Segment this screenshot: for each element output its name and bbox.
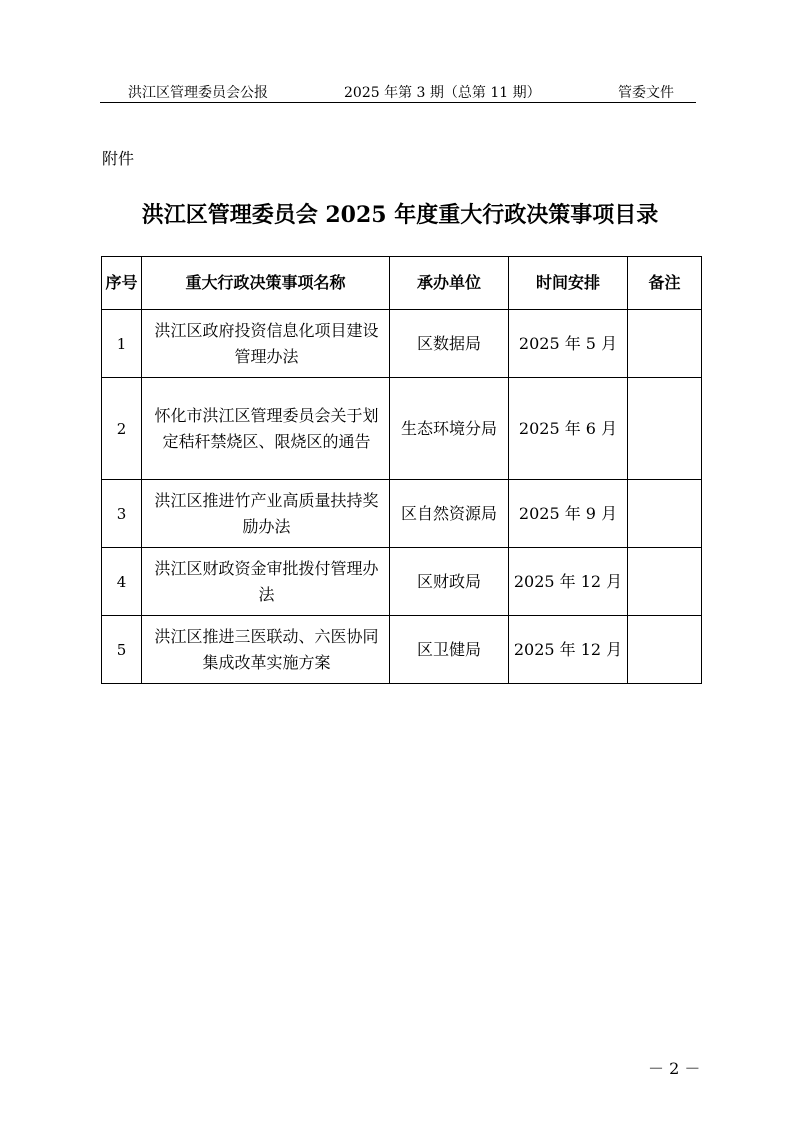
cell-item-name: 怀化市洪江区管理委员会关于划定秸秆禁烧区、限烧区的通告: [142, 378, 390, 480]
cell-schedule: 2025 年 9 月: [509, 480, 628, 548]
header-publication: 洪江区管理委员会公报: [128, 85, 268, 101]
cell-serial: 2: [102, 378, 142, 480]
decision-table: [101, 256, 702, 684]
cell-unit: 区卫健局: [390, 616, 509, 684]
cell-remarks: [628, 310, 702, 378]
cell-schedule: 2025 年 6 月: [509, 378, 628, 480]
cell-remarks: [628, 616, 702, 684]
header-issue: 2025 年第 3 期（总第 11 期）: [344, 85, 541, 101]
cell-serial: 5: [102, 616, 142, 684]
cell-unit: 区数据局: [390, 310, 509, 378]
cell-serial: 4: [102, 548, 142, 616]
cell-unit: 区自然资源局: [390, 480, 509, 548]
table-row: [102, 310, 702, 378]
header-section: 管委文件: [618, 85, 674, 101]
attachment-label: 附件: [102, 149, 135, 168]
cell-item-name: 洪江区推进三医联动、六医协同集成改革实施方案: [142, 616, 390, 684]
header-item-name: 重大行政决策事项名称: [142, 257, 390, 310]
cell-remarks: [628, 548, 702, 616]
cell-item-name: 洪江区政府投资信息化项目建设管理办法: [142, 310, 390, 378]
table-row: [102, 480, 702, 548]
header-unit: 承办单位: [390, 257, 509, 310]
page-number: － 2 －: [648, 1059, 701, 1078]
cell-remarks: [628, 378, 702, 480]
cell-schedule: 2025 年 12 月: [509, 616, 628, 684]
table-row: [102, 378, 702, 480]
cell-schedule: 2025 年 5 月: [509, 310, 628, 378]
cell-unit: 生态环境分局: [390, 378, 509, 480]
cell-serial: 3: [102, 480, 142, 548]
table-header-row: [102, 257, 702, 310]
cell-item-name: 洪江区财政资金审批拨付管理办法: [142, 548, 390, 616]
page-header: [100, 80, 696, 103]
header-serial: 序号: [102, 257, 142, 310]
table-row: [102, 616, 702, 684]
cell-remarks: [628, 480, 702, 548]
header-schedule: 时间安排: [509, 257, 628, 310]
cell-item-name: 洪江区推进竹产业高质量扶持奖励办法: [142, 480, 390, 548]
table-row: [102, 548, 702, 616]
header-remarks: 备注: [628, 257, 702, 310]
cell-unit: 区财政局: [390, 548, 509, 616]
cell-serial: 1: [102, 310, 142, 378]
cell-schedule: 2025 年 12 月: [509, 548, 628, 616]
document-title: 洪江区管理委员会 2025 年度重大行政决策事项目录: [141, 202, 659, 228]
